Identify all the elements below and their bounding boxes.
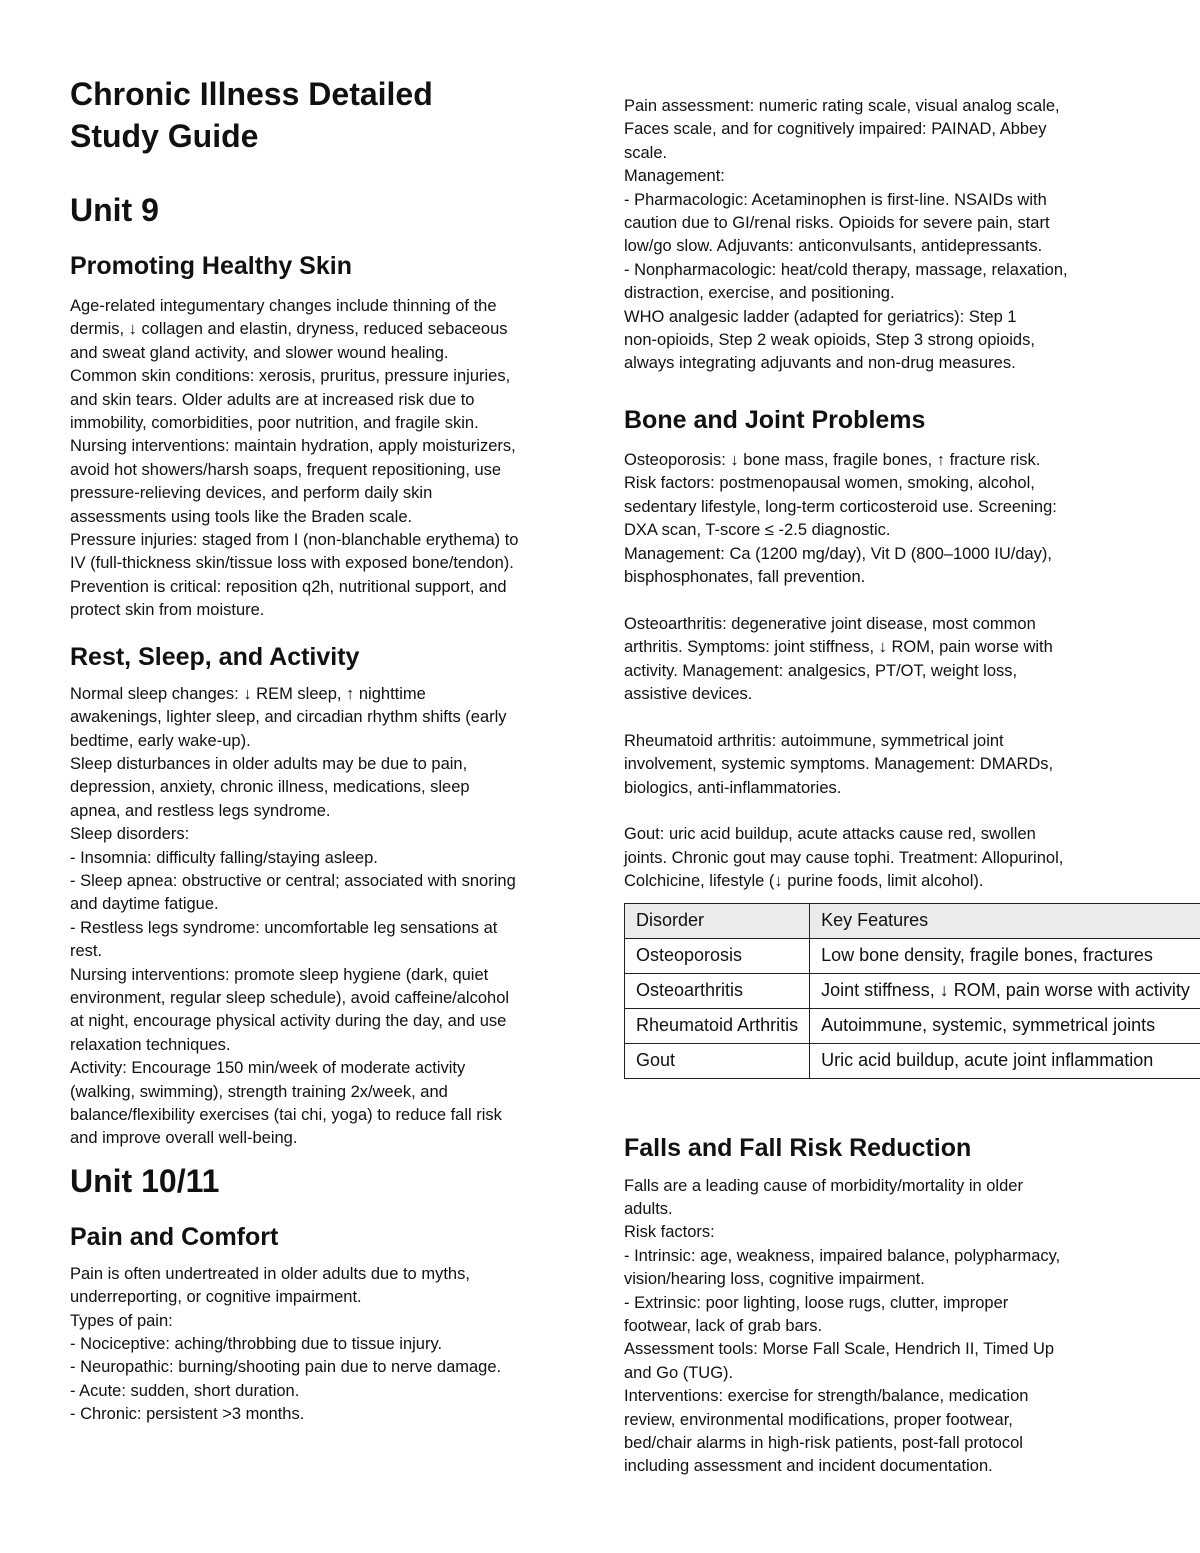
text-line: vision/hearing loss, cognitive impairment. [624,1270,925,1289]
bone-section-heading: Bone and Joint Problems [624,405,926,434]
table-header-cell: Disorder [625,903,810,938]
text-line: bedtime, early wake-up). [70,731,251,750]
text-line: activity. Management: analgesics, PT/OT, weight loss, [624,661,1018,680]
text-line: (walking, swimming), strength training 2x/week, and [70,1082,448,1101]
text-line: sedentary lifestyle, long-term corticosteroid use. Screening: [624,497,1057,516]
text-line: avoid hot showers/harsh soaps, frequent repositioning, use [70,460,502,479]
text-line: adults. [624,1199,673,1218]
text-line: immobility, comorbidities, poor nutrition, and fragile skin. [70,414,479,433]
text-line: footwear, lack of grab bars. [624,1316,823,1335]
table-cell: Autoimmune, systemic, symmetrical joints [810,1008,1200,1043]
falls-section-body [624,1175,1200,1479]
text-line: distraction, exercise, and positioning. [624,284,895,303]
pain-section-body-continued [624,95,1200,376]
table-cell: Joint stiffness, ↓ ROM, pain worse with activity [810,973,1200,1008]
text-line: rest. [70,942,103,961]
right-column [624,0,1200,1479]
title-line: Study Guide [70,118,259,154]
table-header-cell: Key Features [810,903,1200,938]
text-line: Age-related integumentary changes include thinning of the [70,297,497,315]
text-line: protect skin from moisture. [70,601,265,620]
text-line: - Extrinsic: poor lighting, loose rugs, clutter, improper [624,1293,1009,1312]
text-line: Normal sleep changes: ↓ REM sleep, ↑ nighttime [70,684,426,703]
text-line: - Restless legs syndrome: uncomfortable leg sensations at [70,918,498,937]
bone-paragraph [624,823,1200,893]
text-line: WHO analgesic ladder (adapted for geriatrics): Step 1 [624,307,1017,326]
table-cell: Osteoporosis [625,938,810,973]
text-line: dermis, ↓ collagen and elastin, dryness, reduced sebaceous [70,320,508,339]
text-line: awakenings, lighter sleep, and circadian rhythm shifts (early [70,708,507,727]
text-line: - Acute: sudden, short duration. [70,1381,300,1400]
text-line: and daytime fatigue. [70,895,219,914]
text-line: Management: Ca (1200 mg/day), Vit D (800–1000 IU/day), [624,544,1053,563]
text-line: including assessment and incident documentation. [624,1457,993,1476]
text-line: assistive devices. [624,684,753,703]
unit-9-heading: Unit 9 [70,192,159,228]
table-header-row [625,903,1200,938]
text-line: at night, encourage physical activity during the day, and use [70,1012,507,1031]
text-line: and Go (TUG). [624,1363,734,1382]
bone-paragraph [624,449,1200,589]
bone-joint-table [624,903,1200,1079]
text-line: and skin tears. Older adults are at increased risk due to [70,390,475,409]
text-line: underreporting, or cognitive impairment. [70,1288,362,1307]
bone-joint-table-wrapper [624,903,1200,1079]
text-line: Management: [624,167,725,186]
table-cell: Uric acid buildup, acute joint inflammation [810,1043,1200,1078]
text-line: Pain assessment: numeric rating scale, visual analog scale, [624,97,1060,115]
text-line: arthritis. Symptoms: joint stiffness, ↓ ROM, pain worse with [624,638,1053,657]
table-cell: Rheumatoid Arthritis [625,1008,810,1043]
text-line: involvement, systemic symptoms. Management: DMARDs, [624,755,1054,774]
text-line: - Intrinsic: age, weakness, impaired balance, polypharmacy, [624,1246,1061,1265]
text-line: and improve overall well-being. [70,1129,298,1148]
text-line: Pain is often undertreated in older adults due to myths, [70,1264,470,1283]
title-line: Chronic Illness Detailed [70,76,433,112]
text-line: and sweat gland activity, and slower wound healing. [70,343,449,362]
skin-section-heading: Promoting Healthy Skin [70,252,352,280]
pain-section-heading: Pain and Comfort [70,1222,279,1251]
text-line: relaxation techniques. [70,1035,231,1054]
text-line: - Chronic: persistent >3 months. [70,1405,305,1424]
text-line: Common skin conditions: xerosis, pruritus, pressure injuries, [70,367,511,386]
text-line: - Insomnia: difficulty falling/staying asleep. [70,848,378,867]
text-line: Gout: uric acid buildup, acute attacks cause red, swollen [624,825,1036,844]
text-line: Faces scale, and for cognitively impaired: PAINAD, Abbey [624,120,1047,139]
text-line: Sleep disorders: [70,825,190,844]
text-line: scale. [624,143,668,162]
text-line: Sleep disturbances in older adults may be due to pain, [70,754,468,773]
text-line: joints. Chronic gout may cause tophi. Treatment: Allopurinol, [624,848,1064,867]
text-line: Colchicine, lifestyle (↓ purine foods, limit alcohol). [624,872,984,891]
text-line: Activity: Encourage 150 min/week of moderate activity [70,1059,466,1078]
text-line: Types of pain: [70,1311,173,1330]
table-row [625,1043,1200,1078]
table-cell: Osteoarthritis [625,973,810,1008]
text-line: Risk factors: [624,1223,715,1242]
skin-section-body [70,295,590,623]
text-line: pressure-relieving devices, and perform daily skin [70,484,433,503]
falls-section-heading: Falls and Fall Risk Reduction [624,1133,972,1162]
text-line: IV (full-thickness skin/tissue loss with exposed bone/tendon). [70,554,514,573]
text-line: Interventions: exercise for strength/balance, medication [624,1387,1029,1406]
text-line: non-opioids, Step 2 weak opioids, Step 3 strong opioids, [624,331,1035,350]
text-line: - Nociceptive: aching/throbbing due to tissue injury. [70,1335,443,1354]
text-line: - Pharmacologic: Acetaminophen is first-line. NSAIDs with [624,190,1047,209]
table-row [625,973,1200,1008]
text-line: Osteoporosis: ↓ bone mass, fragile bones, ↑ fracture risk. [624,450,1041,469]
text-line: depression, anxiety, chronic illness, medications, sleep [70,778,470,797]
text-line: Nursing interventions: promote sleep hygiene (dark, quiet [70,965,489,984]
left-column [70,0,590,1427]
text-line: - Neuropathic: burning/shooting pain due to nerve damage. [70,1358,502,1377]
text-line: caution due to GI/renal risks. Opioids for severe pain, start [624,214,1050,233]
text-line: Assessment tools: Morse Fall Scale, Hendrich II, Timed Up [624,1340,1055,1359]
text-line: assessments using tools like the Braden scale. [70,507,413,526]
text-line: always integrating adjuvants and non-drug measures. [624,354,1016,373]
sleep-section-heading: Rest, Sleep, and Activity [70,642,360,671]
text-line: bed/chair alarms in high-risk patients, post-fall protocol [624,1434,1023,1453]
document-title [70,73,590,157]
text-line: DXA scan, T-score ≤ -2.5 diagnostic. [624,521,891,540]
bone-paragraph [624,730,1200,800]
text-line: - Sleep apnea: obstructive or central; associated with snoring [70,871,516,890]
sleep-section-body [70,683,590,1151]
text-line: environment, regular sleep schedule), avoid caffeine/alcohol [70,988,510,1007]
text-line: review, environmental modifications, proper footwear, [624,1410,1013,1429]
text-line: - Nonpharmacologic: heat/cold therapy, massage, relaxation, [624,260,1068,279]
text-line: bisphosphonates, fall prevention. [624,567,866,586]
table-cell: Gout [625,1043,810,1078]
text-line: balance/flexibility exercises (tai chi, yoga) to reduce fall risk [70,1106,502,1124]
text-line: Pressure injuries: staged from I (non-blanchable erythema) to [70,531,519,550]
text-line: Rheumatoid arthritis: autoimmune, symmetrical joint [624,731,1004,750]
text-line: Osteoarthritis: degenerative joint disease, most common [624,614,1036,633]
text-line: Risk factors: postmenopausal women, smoking, alcohol, [624,474,1035,493]
text-line: low/go slow. Adjuvants: anticonvulsants, antidepressants. [624,237,1043,256]
bone-paragraph [624,613,1200,707]
table-cell: Low bone density, fragile bones, fractures [810,938,1200,973]
text-line: Nursing interventions: maintain hydration, apply moisturizers, [70,437,516,456]
pain-section-body [70,1263,590,1427]
text-line: Prevention is critical: reposition q2h, nutritional support, and [70,577,507,596]
bone-section-body [624,449,1200,894]
table-row [625,938,1200,973]
text-line: biologics, anti-inflammatories. [624,778,842,797]
unit-10-11-heading: Unit 10/11 [70,1162,220,1199]
table-row [625,1008,1200,1043]
text-line: Falls are a leading cause of morbidity/mortality in older [624,1176,1023,1195]
text-line: apnea, and restless legs syndrome. [70,801,331,820]
